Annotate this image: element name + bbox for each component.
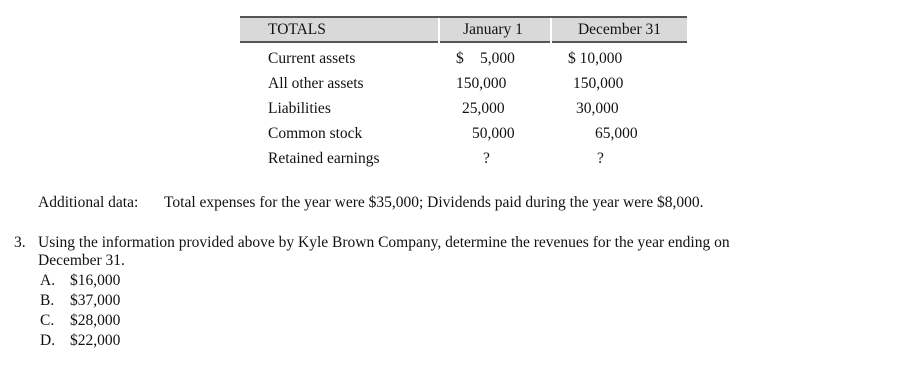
option-letter: B. <box>40 292 55 309</box>
january-value: 50,000 <box>472 125 515 142</box>
question-text-continued: December 31. <box>38 252 125 269</box>
table-row <box>240 50 687 75</box>
option-text: $28,000 <box>70 312 121 329</box>
december-value: 65,000 <box>595 125 638 142</box>
january-value: ? <box>483 150 490 167</box>
row-label: Current assets <box>268 50 356 67</box>
option-letter: A. <box>40 272 56 289</box>
december-value: $ 10,000 <box>568 50 623 67</box>
row-label: Liabilities <box>268 100 331 117</box>
december-value: ? <box>597 150 604 167</box>
question-text: Using the information provided above by Kyle Brown Company, determine the revenues for the year ending on <box>38 234 730 251</box>
december-value: 30,000 <box>576 100 619 117</box>
table-row <box>240 100 687 125</box>
question-number: 3. <box>14 234 26 251</box>
additional-data-text: Total expenses for the year were $35,000; Dividends paid during the year were $8,000. <box>164 194 704 211</box>
december-value: 150,000 <box>573 75 624 92</box>
january-value: 5,000 <box>480 50 515 67</box>
header-december: December 31 <box>577 21 662 38</box>
header-january: January 1 <box>463 21 523 38</box>
table-row <box>240 125 687 150</box>
january-value: 150,000 <box>456 75 507 92</box>
row-label: Retained earnings <box>268 150 380 167</box>
table-header <box>240 16 687 43</box>
table-row <box>240 150 687 175</box>
header-totals: TOTALS <box>268 21 326 38</box>
option-letter: C. <box>40 312 55 329</box>
row-label: All other assets <box>268 75 364 92</box>
option-text: $22,000 <box>70 332 121 349</box>
table-row <box>240 75 687 100</box>
option-letter: D. <box>40 332 56 349</box>
option-text: $37,000 <box>70 292 121 309</box>
dollar-sign: $ <box>456 50 464 67</box>
additional-data-label: Additional data: <box>38 194 139 211</box>
row-label: Common stock <box>268 125 363 142</box>
option-text: $16,000 <box>70 272 121 289</box>
january-value: 25,000 <box>462 100 505 117</box>
